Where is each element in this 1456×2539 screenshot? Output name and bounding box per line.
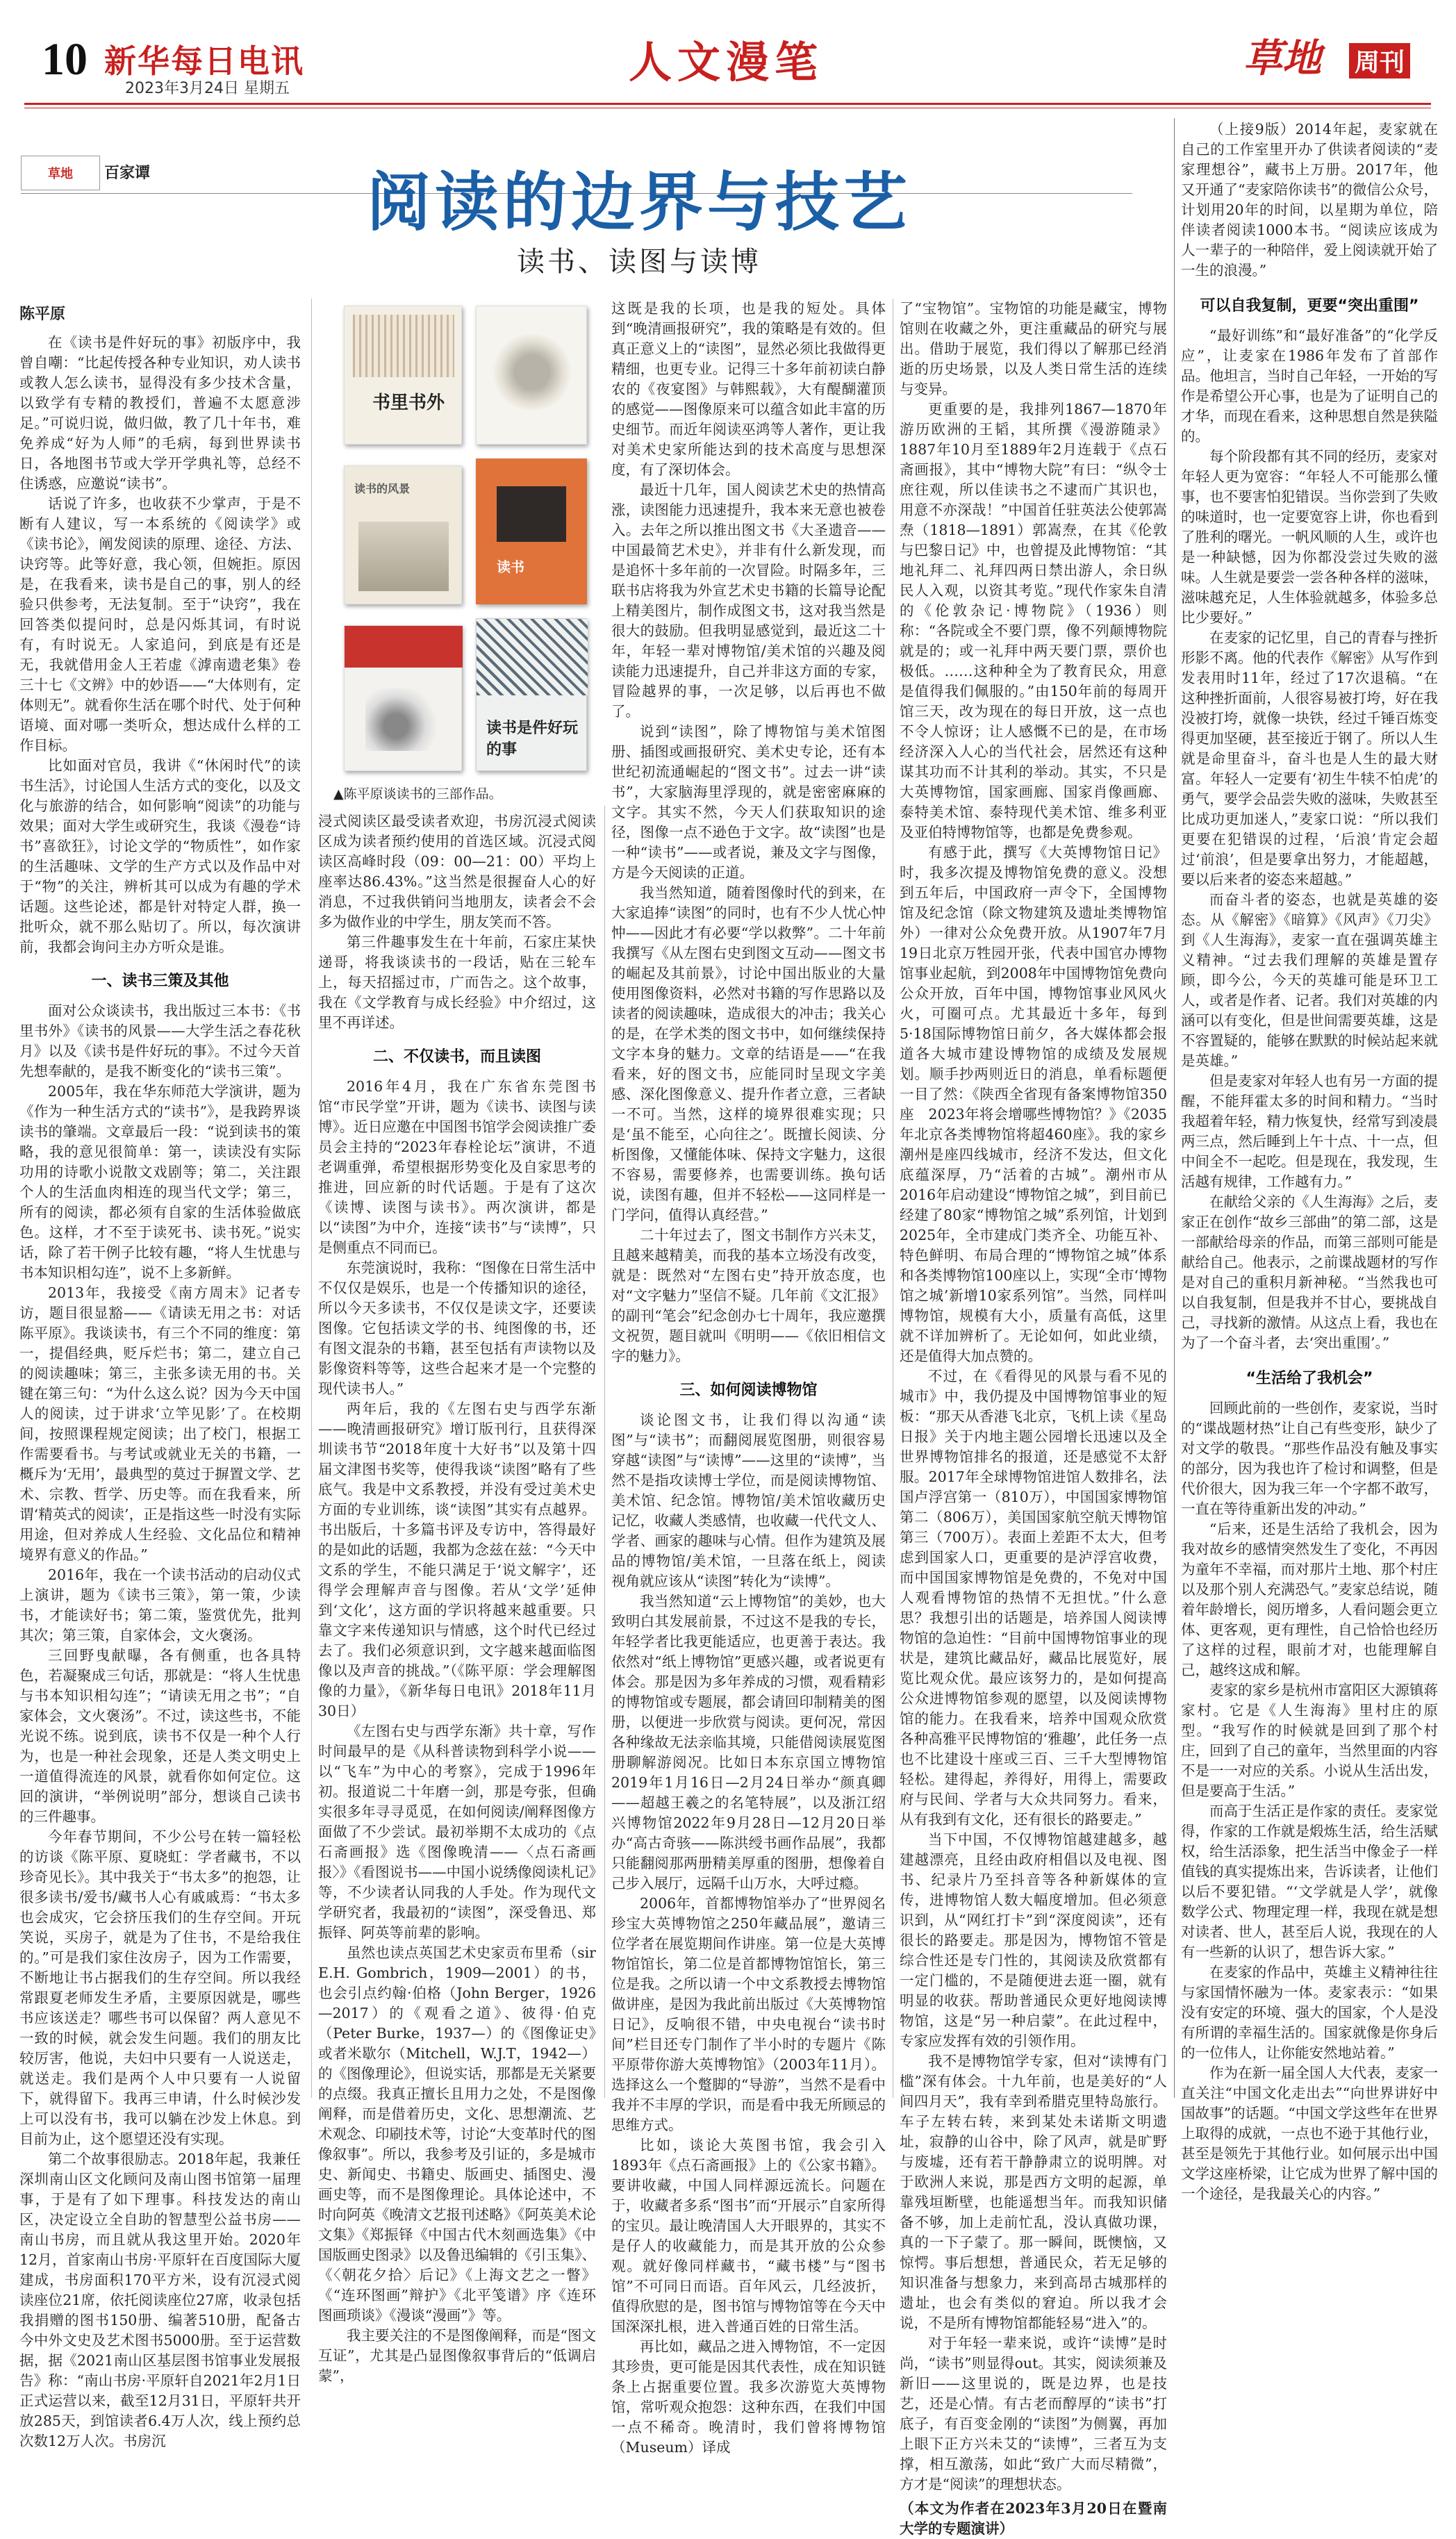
- paragraph: 在麦家的作品中，英雄主义精神往往与家国情怀融为一体。麦家表示：“如果没有安定的环境、强大的国家，个人是没有所谓的幸福生活的。国家就像是你身后的一位伟人，让你能安然地站着。”: [1181, 1964, 1438, 2061]
- section-heading: “生活给了我机会”: [1246, 1370, 1373, 1387]
- paragraph: 谈论图文书，让我们得以沟通“读图”与“读书”；而翻阅展览图册，则很容易穿越“读图”与“读博”——这里的“读博”，当然不是指攻读博士学位，而是阅读博物馆、美术馆、纪念馆。博物馆/美术馆收藏历史记忆，收藏人类感情，也收藏一代代文人、学者、画家的趣味与心情。但作为建筑及展品的博物馆/美术馆，一旦落在纸上，阅读视角就应该从“读图”转化为“读博”。: [611, 1412, 886, 1589]
- paragraph: 有感于此，撰写《大英博物馆日记》时，我多次提及博物馆免费的意义。没想到五年后，中国政府一声令下，全国博物馆及纪念馆（除文物建筑及遗址类博物馆外）一律对公众免费开放。从1907年7月19日北京万牲园开张，代表中国官办博物馆事业起航，到2008年中国博物馆免费向公众开放，百年中国，博物馆事业风风火火，可圈可点。尤其最近十多年，每到5·18国际博物馆日前夕，各大媒体都会报道各大城市建设博物馆的成绩及发展规划。顺手抄两则近日的消息，单看标题便一目了然：《陕西全省现有备案博物馆350座 2023年将会增哪些博物馆？》《2035年北京各类博物馆将超460座》。我的家乡潮州是座四线城市，经济不发达，但文化底蕴深厚，乃“活着的古城”。潮州市从2016年启动建设“博物馆之城”，到目前已经建了80家“博物馆之城”系列馆，计划到2025年，全市建成门类齐全、功能互补、特色鲜明、布局合理的“博物馆之城”体系和各类博物馆100座以上，实现“全市‘博物馆之城’新增10家系列馆”。当然，同样叫博物馆，规模有大小，质量有高低，这里就不详加辨析了。无论如何，如此业绩，还是值得大加点赞的。: [900, 844, 1167, 1364]
- book-cover-1: 书里书外: [344, 306, 462, 445]
- section-heading: 可以自我复制，更要“突出重围”: [1200, 297, 1419, 315]
- body-column-4: [900, 299, 1167, 2537]
- paragraph: 话说了许多，也收获不少掌声，于是不断有人建议，写一本系统的《阅读学》或《读书论》，阐发阅读的原理、途径、方法、诀窍等。此等好意，我心领，但婉拒。原因是，在我看来，读书是自己的事，别人的经验只供参考，无法复制。至于“诀窍”，我在回答类似提问时，总是闪烁其词，有时说有，有时说无。人家追问，到底是有还是无，我就借用金人王若虚《滹南遗老集》卷三十七《文辨》中的妙语——“大体则有，定体则无”。就看你生活在哪个时代、处于何种语境、面对哪一类听众，想达成什么样的工作目标。: [19, 495, 301, 754]
- column-divider: [1174, 118, 1175, 2098]
- paragraph: 这既是我的长项，也是我的短处。具体到“晚清画报研究”，我的策略是有效的。但真正意义上的“读图”，显然必须比我做得更精细，也更专业。记得三十多年前初读白静农的《夜宴图》与韩熙载》，大有醍醐灌顶的感觉——图像原来可以蕴含如此丰富的历史细节。而近年阅读巫鸿等人著作，更让我对美术史家所能达到的技术高度与思想深度，有了深切体会。: [611, 300, 886, 478]
- paragraph: 回顾此前的一些创作，麦家说，当时的“谍战题材热”让自己有些变形，缺少了对文学的敬畏。“那些作品没有触及事实的部分，因为我也许了检讨和调整，但是代价很大，因为我三年一个字都不敢写，一直在等待重新出发的冲动。”: [1181, 1400, 1438, 1517]
- book-cover-6: 读书是件好玩的事: [476, 618, 587, 771]
- book-cover-4: 读书: [476, 458, 587, 604]
- paragraph: 最近十几年，国人阅读艺术史的热情高涨，读图能力迅速提升，我本来无意也被卷入。去年之所以推出图文书《大圣遗音——中国最简艺术史》，并非有什么新发现，而是追怀十多年前的一次冒险。时隔多年，三联书店将我为外宣艺术史书籍的长篇导论配上精美图片，制作成图文书，这对我当然是很大的鼓励。但我明显感觉到，最近这二十年，年轻一辈对博物馆/美术馆的兴趣及阅读能力迅速提升，自己并非这方面的专家，冒险越界的事，一次足够，以后再也不做了。: [611, 481, 886, 720]
- body-column-1: [19, 299, 301, 2449]
- paragraph: 浸式阅读区最受读者欢迎，书房沉浸式阅读区成为读者预约使用的首选区域。沉浸式阅读区高峰时段（09：00—21：00）平均上座率达86.43%。”这当然是很握奋人心的好消息，不过我供销问当地朋友，读者会不会多为做作业的中学生，朋友笑而不答。: [318, 813, 596, 930]
- paragraph: 说到“读图”，除了博物馆与美术馆图册、插图或画报研究、美术史专论，还有本世纪初流通崛起的“图文书”。过去一讲“读书”，大家脑海里浮现的，就是密密麻麻的文字。其实不然，今天人们获取知识的途径，图像一点不逊色于文字。故“读图”也是一种“读书”——或者说，兼及文字与图像，方是今天阅读的正道。: [611, 723, 886, 881]
- paragraph: 二十年过去了，图文书制作方兴未艾，且越来越精美，而我的基本立场没有改变，就是：既然对“左图右史”持开放态度，也对“文字魅力”坚信不疑。几年前《文汇报》的副刊“笔会”纪念创办七十周年，我应邀撰文祝贺，题目就叫《明明——《依旧相信文字的魅力》。: [611, 1227, 886, 1364]
- paragraph: 而高于生活正是作家的责任。麦家觉得，作家的工作就是煅炼生活，给生活赋权，给生活添象，把生活当中像金子一样值钱的真实提炼出来，告诉读者，让他们以后不要犯错。“‘文学就是人学’，就像数学公式、物理定理一样，我现在就是想对读者、世人，甚至后人说，我现在的人有一些新的认识了，想告诉大家。”: [1181, 1803, 1438, 1960]
- paragraph: 不过，在《看得见的风景与看不见的城市》中，我仍提及中国博物馆事业的短板：“那天从香港飞北京，飞机上读《星岛日报》关于内地主题公园增长迅速以及全世界博物馆排名的报道，还是感觉不太舒服。2017年全球博物馆进馆人数排名，法国卢浮宫第一（810万），中国国家博物馆第二（806万），美国国家航空航天博物馆第三（700万）。表面上差距不太大，但考虑到国家人口，更重要的是泸浮宫收费，而中国国家博物馆是免费的，不免对中国人观看博物馆的热情不无担忧。”什么意思？我想引出的话题是，培养国人阅读博物馆的急迫性：“目前中国博物馆事业的现状是，建筑比藏品好，藏品比展览好，展览比观众优。最应该努力的，是如何提高公众进博物馆参观的愿望，以及阅读博物馆的能力。在我看来，培养中国观众欣赏各种高雅平民博物馆的‘雅趣’，此任务一点也不比建设十座或三百、三千大型博物馆轻松。建得起，养得好，用得上，需要政府与民间、学者与大众共同努力。看来，从有我到有文化，还有很长的路要走。”: [900, 1368, 1167, 1828]
- paragraph: 再比如，藏品之进入博物馆，不一定因其珍贵，更可能是因其代表性，成在知识链条上占据重要位置。我多次游览大英博物馆，常听观众抱怨：这种东西，在我们中国一点不稀奇。晚清时，我们曾将博物馆（Museum）译成: [611, 2338, 886, 2456]
- paragraph: 三回野曳献曝，各有侧重，也各具特色，若凝聚成三句话，那就是：“将人生忧患与书本知识相勾连”；“请读无用之书”；“自家体会，文火褒汤”。不过，读这些书，不能光说不练。说到底，读书不仅是一种个人行为，也是一种社会现象，还是人类文明史上一道值得流连的风景，就看你如何定位。这回的演讲，“举例说明”部分，想谈自己读书的三件趣事。: [19, 1647, 301, 1825]
- article-subtitle: 读书、读图与读博: [517, 246, 761, 278]
- paragraph: 第三件趣事发生在十年前，石家庄某快递哥，将我谈读书的一段话，贴在三轮车上，每天招摇过市，广而告之。这个故事，我在《文学教育与成长经验》中介绍过，这里不再详述。: [318, 934, 596, 1031]
- paragraph: 但是麦家对年轻人也有另一方面的提醒，不能拜霍太多的时间和精力。“当时我超着年轻，精力恢复快，经常写到凌晨两三点，然后睡到上午十点、十一点，但中间全不一起吃。但是现在，我发现，生活越有规律，工作越有力。”: [1181, 1073, 1438, 1190]
- book-cover-5: [344, 625, 462, 771]
- paragraph: 2006年，首都博物馆举办了“世界阅名珍宝大英博物馆之250年藏品展”，邀请三位学者在展览期间作讲座。第一位是大英博物馆馆长，第二位是首都博物馆馆长，第三位是我。之所以请一个中文系教授去博物馆做讲座，是因为我此前出版过《大英博物馆日记》，反响很不错，中央电视台“读书时间”栏目还专门制作了半小时的专题片《陈平原带你游大英博物馆》（2003年11月）。选择这么一个蹩脚的“导游”，当然不是看中我并不丰厚的学识，而是看中我无所顾忌的思维方式。: [611, 1895, 886, 2133]
- paragraph: 了“宝物馆”。宝物馆的功能是藏宝，博物馆则在收藏之外，更注重藏品的研究与展出。借助于展览，我们得以了解那已经消逝的历史场景，以及人类日常生活的连续与变异。: [900, 300, 1167, 397]
- paragraph: 两年后，我的《左图右史与西学东渐——晚清画报研究》增订版刊行，且获得深圳读书节“2018年度十大好书”以及第十四届文津图书奖等，使得我谈“读图”略有了些底气。我是中文系教授，并没有受过美术史方面的专业训练，谈“读图”其实有点越界。书出版后，十多篇书评及专访中，答得最好的是如此的话题，我都为念兹在兹：“今天中文系的学生，不能只满足于‘说文解字’，还得学会理解声音与图像。若从‘文学’延伸到‘文化’，这方面的学识将越来越重要。只靠文字来传递知识与情感，这个时代已经过去了。我们必须意识到，文字越来越面临图像以及声音的挑战。”（《陈平原：学会理解图像的力量》，《新华每日电讯》2018年11月30日）: [318, 1400, 596, 1719]
- paragraph: 虽然也读点英国艺术史家贡布里希（sir E.H. Gombrich，1909—2001）的书，也会引点约翰·伯格（John Berger，1926—2017）的《观看之道》、彼得·伯克（Peter Burke，1937—）的《图像证史》或者米歇尔（Mitchell，W.J.T，1942—）的《图像理论》，但说实话，那都是无关紧要的点缀。我真正擅长且用力之处，不是图像阐释，而是借着历史，文化、思想潮流、艺术观念、印刷技术等，讨论“大变革时代的图像叙事”。所以，我参考及引证的，多是城市史、新闻史、书籍史、版画史、插图史、漫画史等，而不是图像理论。具体论述中，不时向阿英《晚清文艺报刊述略》《阿英美术论文集》《郑振铎《中国古代木刻画选集》《中国版画史图录》以及鲁迅编辑的《引玉集》、《〈朝花夕拾〉后记》《上海文艺之一瞥》《“连环图画”辩护》《北平笺谱》序《连环图画琐谈》《漫谈“漫画”》等。: [318, 1944, 596, 2324]
- paragraph: 我当然知道“云上博物馆”的美妙，也大致明白其发展前景，不过这不是我的专长，年轻学者比我更能适应，也更善于表达。我依然对“纸上博物馆”更感兴趣，或者说更有体会。那是因为多年养成的习惯，观看精彩的博物馆或专题展，都会请回印制精美的图册，以便进一步欣赏与阅读。更何况，常因各种缘故无法亲临其境，只能借阅读展览图册聊解游阅况。比如日本东京国立博物馆2019年1月16日—2月24日举办“颜真卿——超越王羲之的名笔特展”，以及浙江绍兴博物馆2022年9月28日—12月20日举办“高古奇骇——陈洪绶书画作品展”，我都只能翻阅那两册精美厚重的图册，想像着自己步入展厅，远隔千山万水，大呼过瘾。: [611, 1593, 886, 1892]
- paragraph: 今年春节期间，不少公号在转一篇轻松的访谈《陈平原、夏晓虹：学者藏书，不以珍奇见长》。其中我关于“书太多”的抱怨，让很多读书/爱书/藏书人心有戚戚焉：“书太多也会成灾，它会挤压我们的生存空间。开玩笑说，买房子，就是为了住书，不是给我住的。”可是我们家住汝房子，因为工作需要，不断地让书占据我们的生存空间。所以我经常跟夏老师发生矛盾，主要原因就是，哪些书应该送走？哪些书可以保留？两人意见不一致的时候，就会发生问题。我们的朋友比较厉害，他说，夫妇中只要有一人说送走，就送走。我们是两个人中只要有一人说留下，就得留下。我再三申请，什么时候沙发上可以没有书，我可以躺在沙发上休息。到目前为止，这个愿望还没有实现。: [19, 1828, 301, 2147]
- paragraph: 第二个故事很励志。2018年起，我兼任深圳南山区文化顾问及南山图书馆第一届理事，于是有了如下理事。科技发达的南山区，决定设立全自助的智慧型公益书房——南山书房，而且就从我这里开始。2020年12月，首家南山书房·平原轩在百度国际大厦建成，书房面积170平方米，设有沉浸式阅读座位21席，依托阅读座位27席，收录包括我捐赠的图书150册、编著510册，配备古今中外文史及艺术图书5000册。至于运营数据，据《2021南山区基层图书馆事业发展报告》称：“南山书房·平原轩自2021年2月1日正式运营以来，截至12月31日，平原轩共开放285天，到馆读者6.4万人次，线上预约总次数12万人次。书房沉: [19, 2151, 301, 2449]
- paragraph: “后来，还是生活给了我机会，因为我对故乡的感情突然发生了变化，不再因为童年不幸福，而对那片土地、那个村庄以及那个别人充满恐气。”麦家总结说，随着年龄增长，阅历增多，人看问题会更立体、更客观，更有理性，自己恰恰也经历了这样的过程，眼前才对，也能理解自己，越终这成和解。: [1181, 1521, 1438, 1678]
- paragraph: 对于年轻一辈来说，或许“读博”是时尚，“读书”则显得out。其实，阅读须兼及新旧——这里说的，既是边界，也是技艺，还是心情。有古老而醇厚的“读书”打底子，有百变金刚的“读图”为侧翼，再加上眼下正方兴未艾的“读博”，三者互为支撑，相互激荡，如此“致广大而尽精微”，方才是“阅读”的理想状态。: [900, 2335, 1167, 2492]
- column-divider: [604, 806, 605, 2098]
- book-cover-3: 读书的风景: [344, 465, 462, 604]
- paragraph: 更重要的是，我排列1867—1870年游历欧洲的王韬，其所撰《漫游随录》1887年10月至1889年2月连载于《点石斋画报》，其中“博物大院”有曰：“纵令士庶往观，所以佳读书之不逮而广其识也，用意不亦深哉！”中国首任驻英法公使郭嵩焘（1818—1891）郭嵩焘，在其《伦敦与巴黎日记》中，也曾提及此博物馆：“其地礼拜二、礼拜四两日禁出游人，余日纵民人入观，以资其考览。”现代作家朱自清的《伦敦杂记·博物院》（1936）则称：“各院或全不要门票，像不列颠博物院就是的；或一礼拜中两天要门票，票价也极低。……这种种全为了教育民众，用意是值得我们佩服的。”由150年前的每周开馆三天，改为现在的每日开放，这一点也不令人惊讶；让人感慨不已的是，在市场经济深入人心的当代社会，居然还有这种谋其功而不计其利的举动。其实，不只是大英博物馆，国家画廊、国家肖像画廊、泰特美术馆、泰特现代美术馆、维多利亚及亚伯特博物馆等，也都是免费参观。: [900, 401, 1167, 841]
- paragraph: 比如，谈论大英图书馆，我会引入1893年《点石斋画报》上的《公家书籍》。要讲收藏，中国人同样源远流长。问题在于，收藏者多系“图书”而“开展示”自家所得的宝贝。最让晚清国人大开眼界的，其实不是仔人的收藏能力，而是其开放的公众参观。就好像同样藏书，“藏书楼”与“图书馆”不可同日而语。百年风云，几经波折，值得欣慰的是，图书馆与博物馆等在今天中国深深扎根，进入普通百姓的日常生活。: [611, 2137, 886, 2335]
- paragraph: 面对公众谈读书，我出版过三本书：《书里书外》《读书的风景——大学生活之春花秋月》以及《读书是件好玩的事》。不过今天首先想奉献的，是我不断变化的“读书三策”。: [19, 1002, 301, 1080]
- paragraph: 在献给父亲的《人生海海》之后，麦家正在创作“故乡三部曲”的第二部，这是一部献给母亲的作品，而第三部则可能是献给自己。他表示，之前谍战题材的写作是对自己的重积月新神秘。“当然我也可以自我复制，但是我并不甘心，要挑战自己，寻找新的激情。从这点上看，我也在为了一个奋斗者，去‘突出重围’。”: [1181, 1193, 1438, 1351]
- paragraph: 我主要关注的不是图像阐释，而是“图文互证”，尤其是凸显图像叙事背后的“低调启蒙”，: [318, 2327, 596, 2384]
- column-name: 百家谭: [104, 165, 151, 182]
- supplement-tag: 周刊: [1349, 43, 1410, 78]
- section-heading: 二、不仅读书，而且读图: [372, 1048, 541, 1066]
- masthead-rule: [24, 103, 1431, 105]
- paragraph: 2016年，我在一个读书活动的启动仪式上演讲，题为《读书三策》，第一策，少读书，才能读好书；第二策，鉴赏优先，批判其次；第三策，自家体会，文火褒汤。: [19, 1566, 301, 1644]
- paragraph: 麦家的家乡是杭州市富阳区大源镇蒋家村。它是《人生海海》里村庄的原型。“我写作的时候就是回到了那个村庄，回到了自己的童年，当然里面的内容不是一一对应的关系。小说从生活出发，但是要高于生活。”: [1181, 1682, 1438, 1799]
- newspaper-name: 新华每日电讯: [104, 42, 304, 80]
- page-number: 10: [42, 34, 88, 85]
- book-covers-photo: [316, 306, 615, 792]
- photo-caption: ▲陈平原谈读书的三部作品。: [333, 786, 502, 802]
- article-title: 阅读的边界与技艺: [366, 165, 911, 240]
- column-logo: 草地: [21, 156, 100, 190]
- article-note: （本文为作者在2023年3月20日在暨南大学的专题演讲）: [900, 2500, 1167, 2537]
- paragraph: 而奋斗者的姿态，也就是英雄的姿态。从《解密》《暗算》《风声》《刀尖》到《人生海海》，麦家一直在强调英雄主义精神。“过去我们理解的英雄是置存顾，即今公，今天的英雄可能是环卫工人，或者是作者、记者。我们对英雄的内涵可以有变化，但是世间需要英雄，这是不容置疑的，能够在默默的时候站起来就是英雄。”: [1181, 891, 1438, 1069]
- paragraph: 在麦家的记忆里，自己的青春与挫折形影不离。他的代表作《解密》从写作到发表用时11年，经过了17次退稿。“在这种挫折面前，人很容易被打垮，好在我没被打垮，就像一块铁，经过千锤百炼变得更加坚硬，甚至接近于钢了。所以人生就是命里奋斗，奋斗也是人生的最大财富。年轻人一定要有‘初生牛犊不怕虎’的勇气，要学会品尝失败的滋味，失败甚至比成功更加迷人，”麦家口说：“所以我们更要在犯错误的过程，‘后浪’肯定会超过‘前浪’，但是要拿出努力，才能超越，要以后来者的姿态来超越。”: [1181, 629, 1438, 888]
- book-cover-2: [476, 306, 587, 445]
- section-title: 人文漫笔: [628, 37, 823, 88]
- supplement-logo: 草地: [1243, 35, 1321, 81]
- author-name: 陈平原: [19, 305, 66, 323]
- paragraph: 每个阶段都有其不同的经历，麦家对年轻人更为宽容：“年轻人不可能那么懂事，也不要害怕犯错误。当你尝到了失败的味道时，也一定要宽容上讲，你也看到了胜利的曙光。一帆风顺的人生，或许也是一种缺憾，因为你都没尝过失败的滋味。人生就是要尝一尝各种各样的滋味，滋味越充足，人生体验就越多，体验多总比少要好。”: [1181, 448, 1438, 626]
- section-heading: 三、如何阅读博物馆: [679, 1382, 818, 1399]
- column-divider: [311, 299, 312, 2098]
- paragraph: 当下中国，不仅博物馆越建越多，越建越漂亮，且经由政府相倡以及电视、图书、纪录片乃至抖音等各种新媒体的宣传，进博物馆人数大幅度增加。但必须意识到，从“网红打卡”到“深度阅读”，还有很长的路要走。那是因为，博物馆不管是综合性还是专门性的，其阅读及欣赏都有一定门槛的，不是随便进去逛一圈，就有明显的收获。帮助普通民众更好地阅读博物馆，这是“另一种启蒙”。在此过程中，专家应发挥有效的引领作用。: [900, 1831, 1167, 2049]
- paragraph: 比如面对官员，我讲《“休闲时代”的读书生活》，讨论国人生活方式的变化，以及文化与旅游的结合，如何影响“阅读”的功能与效果；面对大学生或研究生，我谈《漫卷“诗书”喜欲狂》，讨论文学的“物质性”，如作家的生活趣味、文学的生产方式以及作品中对于“物”的关注，辨析其可以成为有趣的学术话题。这些论述，都是针对特定人群，换一批听众，就不那么贴切了。所以，每次演讲前，我都会询问主办方听众是谁。: [19, 757, 301, 955]
- paragraph: 2013年，我接受《南方周末》记者专访，题目很显豁——《请读无用之书：对话陈平原》。我谈读书，有三个不同的维度：第一，提倡经典，贬斥烂书；第二，建立自己的阅读趣味；第三，主张多读无用的书。关键在第三句：“为什么这么说？因为今天中国人的阅读，过于讲求‘立竿见影’了。在校期间，按照课程规定阅读；出了校门，根据工作需要看书。与考试或就业无关的书籍，一概斥为‘无用’，最典型的莫过于摒置文学、艺术、宗教、哲学、历史等。而在我看来，所谓‘精英式的阅读’，正是指这些一时没有实际用途，但对养成人生经验、文化品位和精神境界有意义的作品。”: [19, 1284, 301, 1563]
- section-heading: 一、读书三策及其他: [91, 973, 229, 990]
- paragraph: 《左图右史与西学东渐》共十章，写作时间最早的是《从科普读物到科学小说——以“飞车”为中心的考察》，完成于1996年初。报道说二十年磨一剑，那是夸张，但确实很多年寻寻觅觅，在如何阅读/阐释图像方面做了不少尝试。最初举期不太成功的《点石斋画报》选《图像晚清——〈点石斋画报〉》《看图说书——中国小说绣像阅读札记》等，不少读者认同我的人手处。作为现代文学研究者，我最初的“读图”，深受鲁迅、郑振铎、阿英等前辈的影响。: [318, 1723, 596, 1941]
- paragraph: （上接9版）2014年起，麦家就在自己的工作室里开办了供读者阅读的“麦家理想谷”，藏书上万册。2017年，他又开通了“麦家陪你读书”的微信公众号，计划用20年的时间，以星期为单位，陪伴读者阅读1000本书。“阅读应该成为人一辈子的一种陪伴，爱上阅读就开始了一生的浪漫。”: [1181, 121, 1438, 279]
- paragraph: 作为在新一届全国人大代表，麦家一直关注“中国文化走出去”“向世界讲好中国故事”的话题。“中国文学这些年在世界上取得的成就，一点也不逊于其他行业，甚至是领先于其他行业。如何展示出中国文学这座桥梁，让它成为世界了解中国的一个途径，是我最关心的内容。”: [1181, 2065, 1438, 2202]
- body-column-5: [1181, 119, 1438, 2202]
- body-column-3: [611, 299, 886, 2456]
- paragraph: 在《读书是件好玩的事》初版序中，我曾自嘲：“比起传授各种专业知识，劝人读书或教人怎么读书，显得没有多少技术含量，以致学有专精的教授们，普遍不太愿意涉足。”可说归说，做归做，教了几十年书，难免养成“好为人师”的毛病，每到世界读书日，各地图书节或大学开学典礼等，总经不住诱惑，应邀说“读书”。: [19, 334, 301, 492]
- paragraph: 2016年4月，我在广东省东莞图书馆“市民学堂”开讲，题为《读书、读图与读博》。近日应邀在中国图书馆学会阅读推广委员会主持的“2023年春栓论坛”演讲，不逍老调重弹，希望根据形势变化及自家思考的推进，回应新的时代话题。于是有了这次《读博、读图与读书》。两次演讲，都是以“读图”为中介，连接“读书”与“读博”，只是侧重点不同而已。: [318, 1078, 596, 1256]
- body-column-2: [318, 811, 596, 2384]
- paragraph: 我当然知道，随着图像时代的到来，在大家追捧“读图”的同时，也有不少人忧心忡忡——因此才有必要“学以救弊”。二十年前我撰写《从左图右史到图文互动——图文书的崛起及其前景》，讨论中国出版业的大量使用图像资料，必然对书籍的写作思路以及读者的阅读趣味，造成很大的冲击；我关心的是，在学术类的图文书中，如何继续保持文字本身的魅力。文章的结语是——“在我看来，好的图文书，应能同时呈现文字美感、深化图像意义、提升作者立意，三者缺一不可。当然，这样的境界很难实现；只是‘虽不能至，心向往之’。既擅长阅读、分析图像，又懂能体味、保持文字魅力，这很不容易，需要修养，也需要训练。换句话说，读图有趣，但并不轻松——这同样是一门学问，值得认真经营。”: [611, 884, 886, 1223]
- paragraph: 东莞演说时，我称：“图像在日常生活中不仅仅是娱乐，也是一个传播知识的途径，所以今天多读书，不仅仅是读文字，还要读图像。它包括读文学的书、纯图像的书，还有图文混杂的书籍，甚至包括有声读物以及影像资料等等，这些合起来才是一个完整的现代读书人。”: [318, 1259, 596, 1397]
- paragraph: 2005年，我在华东师范大学演讲，题为《作为一种生活方式的“读书”》，是我跨界谈读书的肇端。文章最后一段：“说到读书的策略，我的意见很简单：第一，读读没有实际功用的诗歌小说散文戏剧等；第二，关注跟个人的生活血肉相连的现当代文学；第三，所有的阅读，都必须有自家的生活体验做底色。这样，才不至于读死书、读书死。”说实话，除了若干例子比较有趣，“将人生忧患与书本知识相勾连”，说不上多新鲜。: [19, 1083, 301, 1281]
- issue-date: 2023年3月24日 星期五: [125, 80, 290, 97]
- paragraph: “最好训练”和“最好准备”的“化学反应”，让麦家在1986年发布了首部作品。他坦言，当时自己年轻，一开始的写作是希望公开心事，也是为了证明自己的才华，而现在看来，这种思想自然是狭隘的。: [1181, 327, 1438, 445]
- paragraph: 我不是博物馆学专家，但对“读博有门槛”深有体会。十九年前，也是美好的“人间四月天”，我有幸到希腊克里特岛旅行。车子左转右转，来到某处未诺斯文明遗址，寂静的山谷中，除了风声，就是旷野与废墟，还有若干静静肃立的说明牌。对于欧洲人来说，那是西方文明的起源，单靠残垣断壁，也能遥想当年。而我知识储备不够，加上走前忙乱，没认真做功课，真的一下子蒙了。那一瞬间，既懊恼，又惊愕。事后想想，普通民众，若无足够的知识准备与想象力，来到高昂古城那样的遗址，也会有类似的窘迫。所以我才会说，不是所有博物馆都能轻易“进入”的。: [900, 2053, 1167, 2331]
